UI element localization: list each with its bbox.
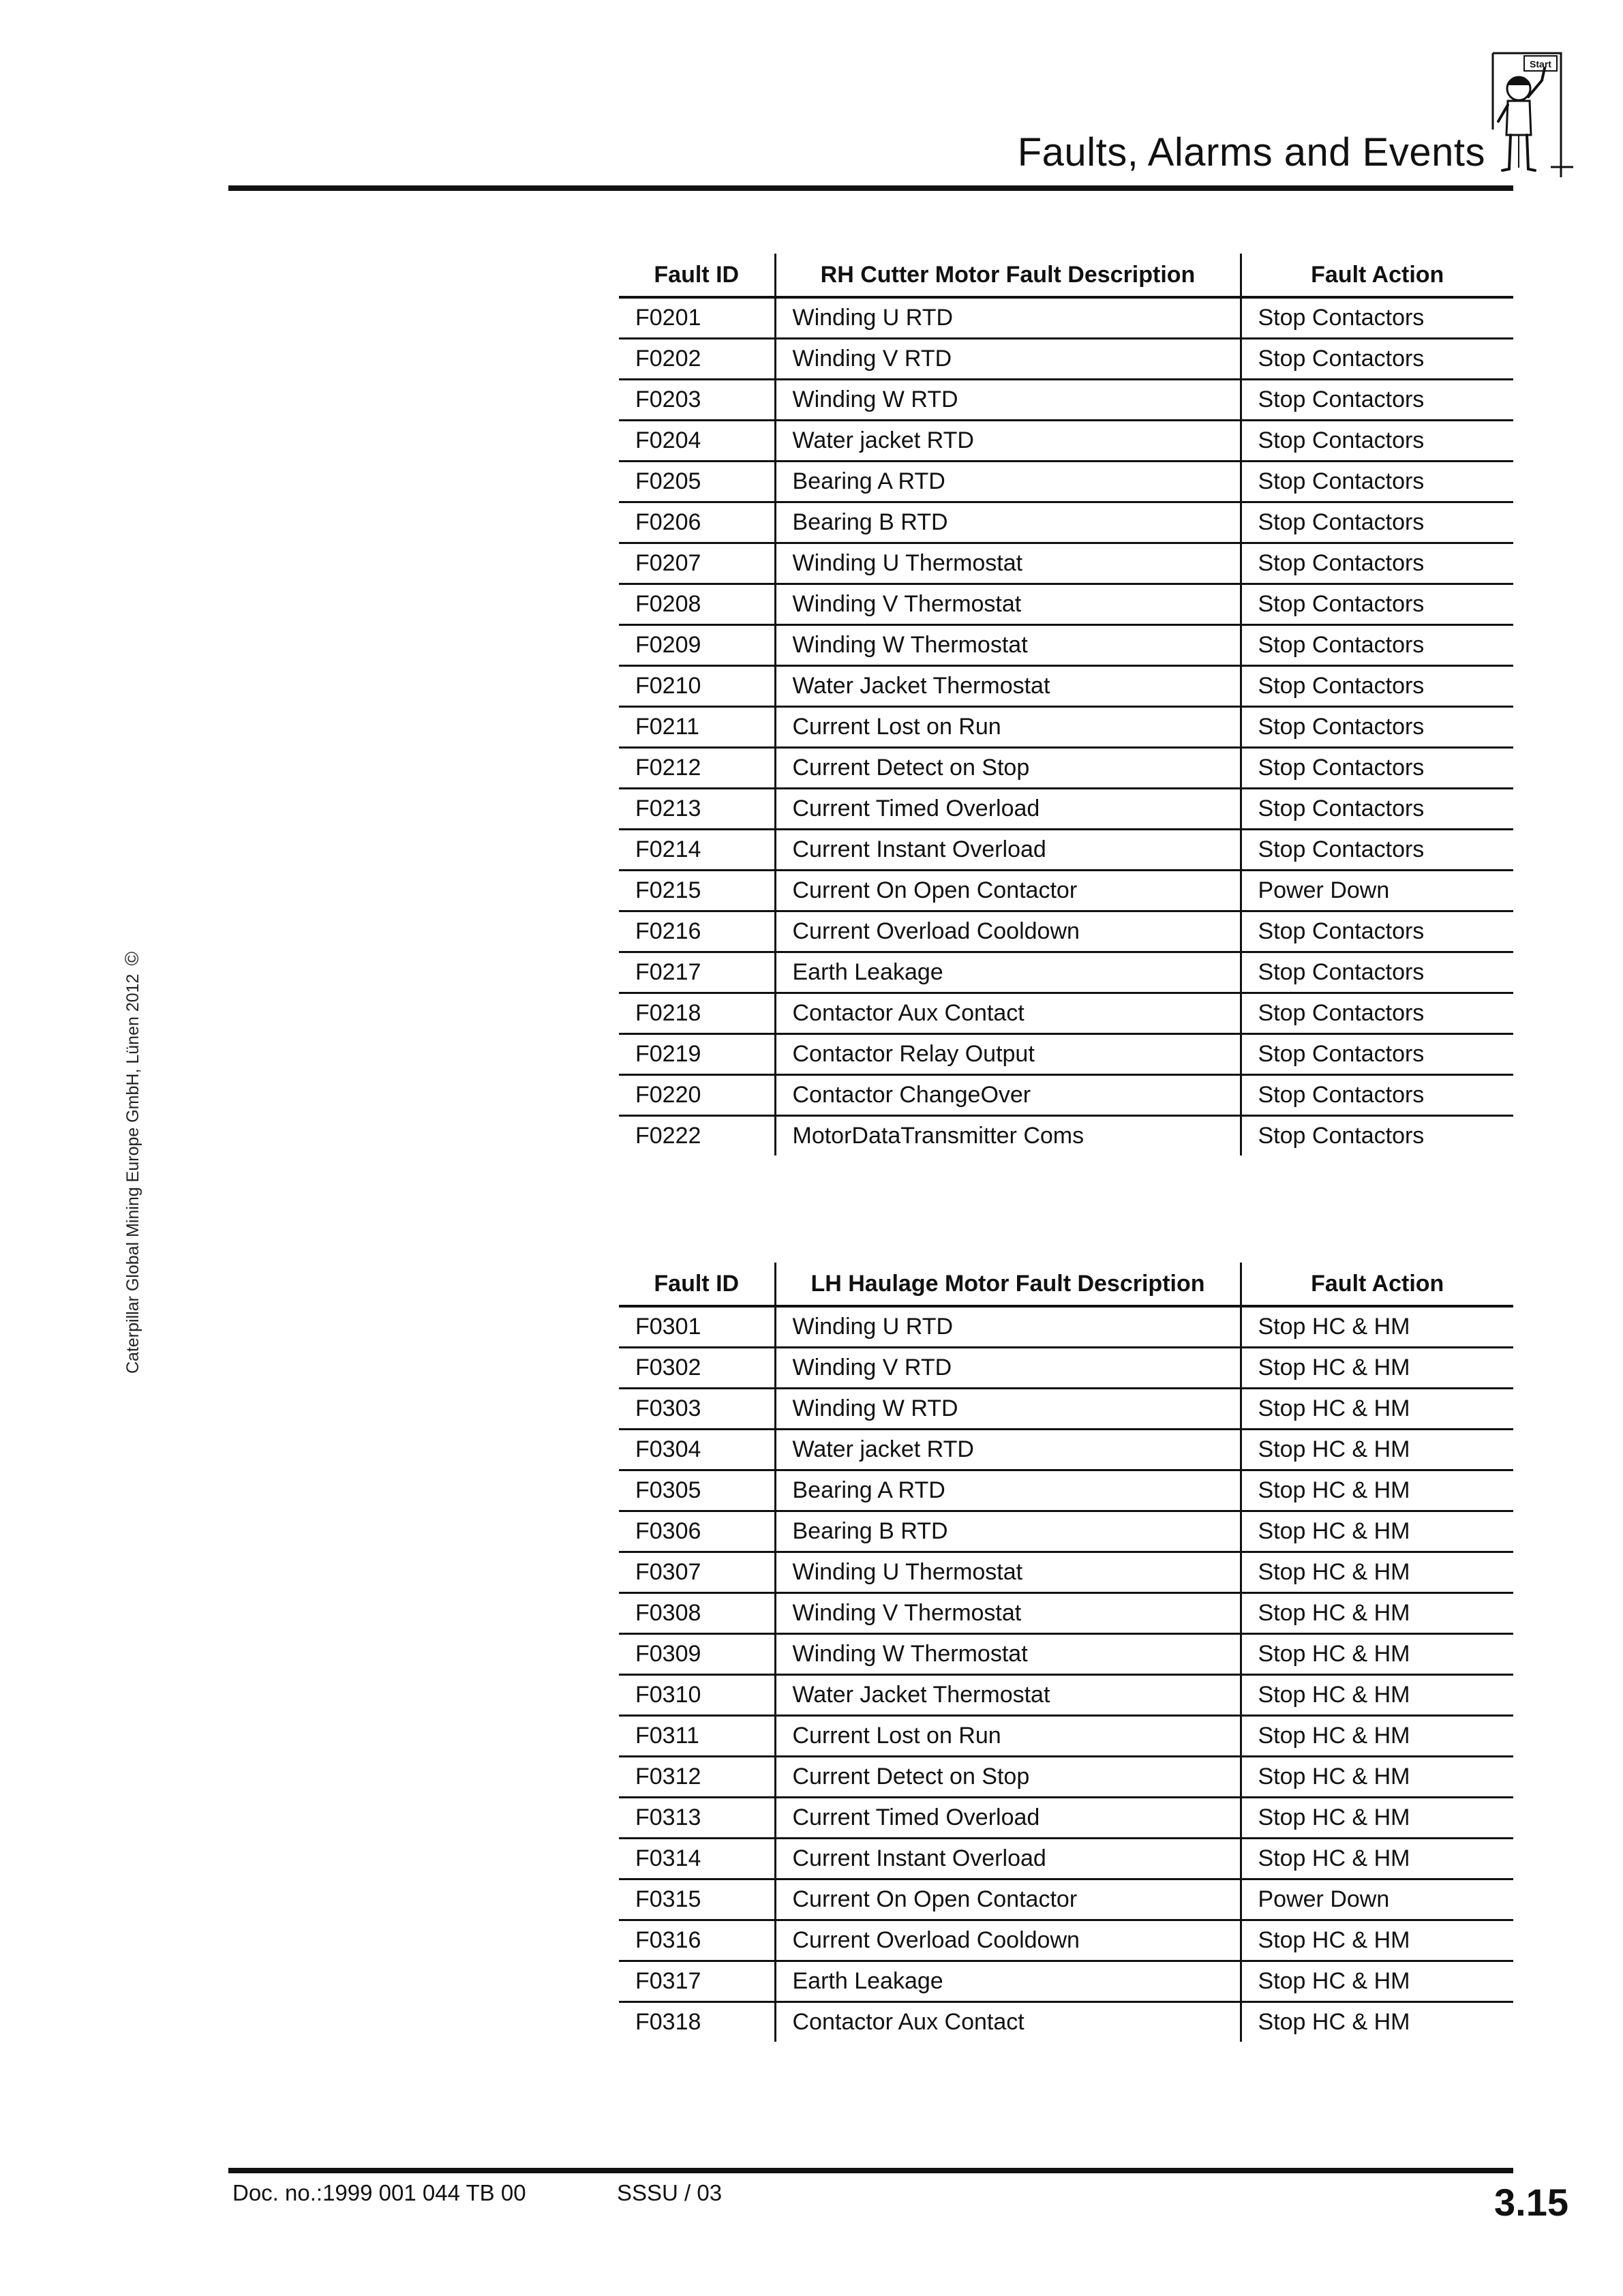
cell-fault-description: Winding U Thermostat	[775, 1552, 1241, 1593]
cell-fault-action: Stop Contactors	[1241, 297, 1513, 339]
cell-fault-description: Winding U Thermostat	[775, 543, 1241, 584]
table-row	[619, 380, 1513, 421]
cell-fault-id: F0217	[619, 952, 775, 993]
table-row	[619, 1389, 1513, 1430]
cell-fault-action: Stop HC & HM	[1241, 1511, 1513, 1552]
cell-fault-description: Water jacket RTD	[775, 1430, 1241, 1470]
cell-fault-action: Stop Contactors	[1241, 707, 1513, 748]
cell-fault-id: F0303	[619, 1389, 775, 1430]
cell-fault-description: Earth Leakage	[775, 952, 1241, 993]
cell-fault-action: Power Down	[1241, 871, 1513, 911]
footer-rule	[228, 2168, 1513, 2173]
cell-fault-id: F0310	[619, 1675, 775, 1716]
page-title: Faults, Alarms and Events	[1017, 130, 1485, 175]
cell-fault-description: Contactor Aux Contact	[775, 2002, 1241, 2042]
cell-fault-id: F0316	[619, 1920, 775, 1961]
header-rule	[228, 185, 1513, 191]
copyright-symbol: ©	[121, 951, 142, 966]
cell-fault-id: F0211	[619, 707, 775, 748]
column-header-description: RH Cutter Motor Fault Description	[775, 254, 1241, 297]
table-row	[619, 1675, 1513, 1716]
cell-fault-id: F0313	[619, 1798, 775, 1839]
cell-fault-id: F0203	[619, 380, 775, 421]
cell-fault-action: Stop HC & HM	[1241, 1552, 1513, 1593]
cell-fault-action: Stop Contactors	[1241, 952, 1513, 993]
cell-fault-id: F0205	[619, 462, 775, 502]
cell-fault-action: Stop Contactors	[1241, 339, 1513, 380]
cell-fault-action: Stop Contactors	[1241, 666, 1513, 707]
table-row	[619, 1757, 1513, 1798]
cell-fault-action: Stop Contactors	[1241, 584, 1513, 625]
table-row	[619, 1920, 1513, 1961]
cell-fault-description: Bearing A RTD	[775, 462, 1241, 502]
cell-fault-id: F0215	[619, 871, 775, 911]
cell-fault-description: Winding V Thermostat	[775, 1593, 1241, 1634]
cell-fault-id: F0207	[619, 543, 775, 584]
cell-fault-action: Stop HC & HM	[1241, 1634, 1513, 1675]
cell-fault-action: Stop HC & HM	[1241, 1798, 1513, 1839]
table-row	[619, 952, 1513, 993]
cell-fault-description: Contactor ChangeOver	[775, 1075, 1241, 1116]
cell-fault-action: Stop Contactors	[1241, 625, 1513, 666]
cell-fault-id: F0219	[619, 1034, 775, 1075]
cell-fault-action: Stop Contactors	[1241, 1075, 1513, 1116]
cell-fault-action: Stop Contactors	[1241, 543, 1513, 584]
table-row	[619, 1716, 1513, 1757]
cell-fault-id: F0201	[619, 297, 775, 339]
page-number: 3.15	[1494, 2181, 1568, 2224]
column-header-fault-id: Fault ID	[619, 1263, 775, 1306]
table-row	[619, 339, 1513, 380]
cell-fault-description: Current Timed Overload	[775, 789, 1241, 830]
cell-fault-description: Current Detect on Stop	[775, 1757, 1241, 1798]
cell-fault-action: Stop HC & HM	[1241, 1470, 1513, 1511]
cell-fault-description: Winding V RTD	[775, 1348, 1241, 1389]
column-header-fault-action: Fault Action	[1241, 1263, 1513, 1306]
cell-fault-action: Stop Contactors	[1241, 993, 1513, 1034]
cell-fault-id: F0306	[619, 1511, 775, 1552]
cell-fault-id: F0301	[619, 1306, 775, 1348]
cell-fault-description: Contactor Relay Output	[775, 1034, 1241, 1075]
cell-fault-description: Winding V RTD	[775, 339, 1241, 380]
cell-fault-action: Stop HC & HM	[1241, 1348, 1513, 1389]
copyright-notice	[121, 952, 143, 1374]
cell-fault-description: Winding W Thermostat	[775, 625, 1241, 666]
table-row	[619, 625, 1513, 666]
cell-fault-description: Bearing B RTD	[775, 502, 1241, 543]
cell-fault-action: Stop HC & HM	[1241, 1430, 1513, 1470]
cell-fault-description: Winding W RTD	[775, 380, 1241, 421]
cell-fault-id: F0318	[635, 2009, 701, 2035]
cell-fault-action: Stop Contactors	[1241, 748, 1513, 789]
cell-fault-action: Stop HC & HM	[1241, 1920, 1513, 1961]
cell-fault-id: F0220	[619, 1075, 775, 1116]
cell-fault-description: Current Overload Cooldown	[775, 1920, 1241, 1961]
copyright-text: Caterpillar Global Mining Europe GmbH, Lünen 2012	[123, 973, 142, 1374]
cell-fault-id: F0312	[619, 1757, 775, 1798]
cell-fault-action: Stop HC & HM	[1241, 1757, 1513, 1798]
cell-fault-description: Water Jacket Thermostat	[775, 1675, 1241, 1716]
table-row	[619, 993, 1513, 1034]
column-header-fault-id: Fault ID	[619, 254, 775, 297]
cell-fault-description: Bearing B RTD	[775, 1511, 1241, 1552]
cell-fault-action: Stop HC & HM	[1241, 1675, 1513, 1716]
cell-fault-description: Current Lost on Run	[775, 707, 1241, 748]
cell-fault-id: F0216	[619, 911, 775, 952]
table-row	[619, 1116, 1513, 1156]
table-row	[619, 1306, 1513, 1348]
table-row	[619, 1839, 1513, 1879]
cell-fault-description: Current On Open Contactor	[775, 871, 1241, 911]
cell-fault-description: Winding W RTD	[775, 1389, 1241, 1430]
table-row	[619, 1034, 1513, 1075]
cell-fault-id: F0309	[619, 1634, 775, 1675]
cell-fault-description: Winding U RTD	[775, 1306, 1241, 1348]
cell-fault-id: F0314	[619, 1839, 775, 1879]
cell-fault-description: Water jacket RTD	[775, 421, 1241, 462]
cell-fault-action: Stop HC & HM	[1241, 1961, 1513, 2002]
table-header-row	[619, 1263, 1513, 1306]
table-row	[619, 707, 1513, 748]
cell-fault-description: Current Detect on Stop	[775, 748, 1241, 789]
cell-fault-description: Current Instant Overload	[775, 830, 1241, 871]
table-row	[619, 1961, 1513, 2002]
cell-fault-description: Current Timed Overload	[775, 1798, 1241, 1839]
cell-fault-id: F0208	[619, 584, 775, 625]
cell-fault-action: Stop HC & HM	[1241, 2002, 1513, 2042]
cell-fault-description: Current Overload Cooldown	[775, 911, 1241, 952]
cell-fault-description: Winding U RTD	[775, 297, 1241, 339]
cell-fault-id: F0305	[619, 1470, 775, 1511]
table-row	[619, 1634, 1513, 1675]
cell-fault-id: F0213	[619, 789, 775, 830]
cell-fault-action: Stop Contactors	[1241, 1034, 1513, 1075]
cell-fault-description: Contactor Aux Contact	[775, 993, 1241, 1034]
cell-fault-id: F0206	[619, 502, 775, 543]
table-row	[619, 666, 1513, 707]
table-header-row	[619, 254, 1513, 297]
cell-fault-id: F0311	[619, 1716, 775, 1757]
cell-fault-action: Power Down	[1241, 1879, 1513, 1920]
document-number: Doc. no.:1999 001 044 TB 00	[232, 2180, 526, 2205]
table-row	[619, 2002, 1513, 2042]
table-row	[619, 502, 1513, 543]
table-row	[619, 297, 1513, 339]
cell-fault-id: F0204	[619, 421, 775, 462]
cell-fault-action: Stop HC & HM	[1241, 1389, 1513, 1430]
cell-fault-description: Winding V Thermostat	[775, 584, 1241, 625]
cell-fault-action: Stop Contactors	[1241, 462, 1513, 502]
cell-fault-action: Stop HC & HM	[1241, 1716, 1513, 1757]
table-row	[619, 1470, 1513, 1511]
table-row	[619, 1552, 1513, 1593]
cell-fault-id: F0212	[619, 748, 775, 789]
cell-fault-action: Stop HC & HM	[1241, 1306, 1513, 1348]
cell-fault-id: F0202	[619, 339, 775, 380]
rh-cutter-motor-fault-table	[619, 254, 1513, 1155]
table-row	[619, 748, 1513, 789]
cell-fault-description: Earth Leakage	[775, 1961, 1241, 2002]
table-row	[619, 830, 1513, 871]
cell-fault-description: Current Lost on Run	[775, 1716, 1241, 1757]
document-code: SSSU / 03	[617, 2180, 723, 2205]
cell-fault-action: Stop Contactors	[1241, 789, 1513, 830]
cell-fault-id: F0218	[619, 993, 775, 1034]
cell-fault-description: MotorDataTransmitter Coms	[775, 1116, 1241, 1156]
table-row	[619, 421, 1513, 462]
table-row	[619, 1798, 1513, 1839]
column-header-description: LH Haulage Motor Fault Description	[775, 1263, 1241, 1306]
cell-fault-description: Winding W Thermostat	[775, 1634, 1241, 1675]
table-row	[619, 1075, 1513, 1116]
cell-fault-id: F0210	[619, 666, 775, 707]
cell-fault-id: F0317	[619, 1961, 775, 2002]
cell-fault-id: F0302	[619, 1348, 775, 1389]
cell-fault-action: Stop Contactors	[1241, 1116, 1513, 1156]
cell-fault-id: F0214	[619, 830, 775, 871]
cell-fault-description: Current On Open Contactor	[775, 1879, 1241, 1920]
cell-fault-id: F0308	[619, 1593, 775, 1634]
cell-fault-action: Stop Contactors	[1241, 911, 1513, 952]
lh-haulage-motor-fault-table	[619, 1263, 1513, 2042]
cell-fault-action: Stop Contactors	[1241, 502, 1513, 543]
cell-fault-description: Water Jacket Thermostat	[775, 666, 1241, 707]
table-row	[619, 911, 1513, 952]
cell-fault-action: Stop Contactors	[1241, 421, 1513, 462]
cell-fault-id: F0315	[619, 1879, 775, 1920]
table-row	[619, 1593, 1513, 1634]
logo-start-label: Start	[1530, 59, 1551, 70]
cell-fault-action: Stop Contactors	[1241, 830, 1513, 871]
table-row	[619, 1430, 1513, 1470]
cell-fault-action: Stop Contactors	[1241, 380, 1513, 421]
cell-fault-action: Stop HC & HM	[1241, 1839, 1513, 1879]
cell-fault-action: Stop HC & HM	[1241, 1593, 1513, 1634]
table-row	[619, 789, 1513, 830]
start-figure-logo	[1479, 48, 1575, 184]
cell-fault-id: F0304	[619, 1430, 775, 1470]
cell-fault-id: F0307	[619, 1552, 775, 1593]
table-row	[619, 871, 1513, 911]
cell-fault-description: Current Instant Overload	[775, 1839, 1241, 1879]
table-row	[619, 1511, 1513, 1552]
cell-fault-description: Bearing A RTD	[775, 1470, 1241, 1511]
table-row	[619, 543, 1513, 584]
cell-fault-id: F0222	[635, 1123, 701, 1149]
table-row	[619, 462, 1513, 502]
column-header-fault-action: Fault Action	[1241, 254, 1513, 297]
table-row	[619, 1879, 1513, 1920]
cell-fault-id: F0209	[619, 625, 775, 666]
table-row	[619, 1348, 1513, 1389]
table-row	[619, 584, 1513, 625]
